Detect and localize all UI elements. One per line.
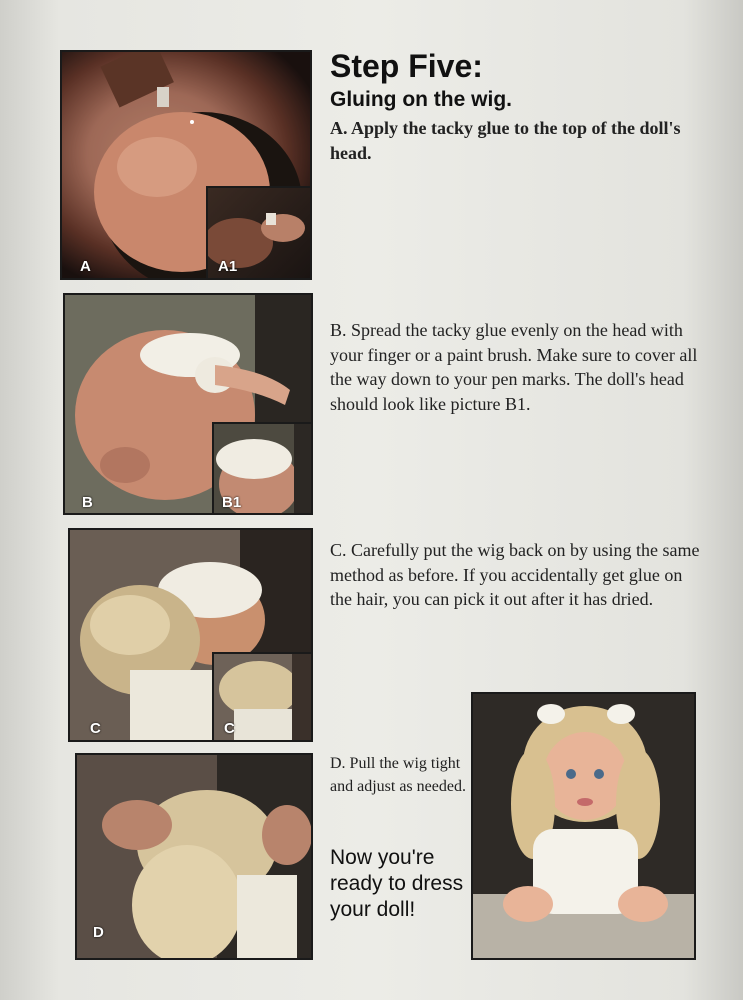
step-b-text: B. Spread the tacky glue evenly on the head with your finger or a paint brush. Make sure to cover all the way down to your pen marks. The doll's head should look like picture B1.: [330, 320, 698, 414]
photo-finished-doll: [471, 692, 696, 960]
photo-c-inset-label: C: [224, 720, 235, 737]
photo-d-illustration: [77, 755, 313, 960]
step-d-text: D. Pull the wig tight and adjust as needed.: [330, 755, 466, 795]
photo-b-label: B: [82, 494, 93, 511]
step-a-text: A. Apply the tacky glue to the top of the doll's head.: [330, 118, 681, 163]
photo-c-label: C: [90, 720, 101, 737]
photo-d-label: D: [93, 924, 104, 941]
photo-a-label: A: [80, 258, 91, 275]
photo-finished-illustration: [473, 694, 696, 960]
page-subtitle: Gluing on the wig.: [330, 88, 512, 111]
photo-b1-label: B1: [222, 494, 242, 511]
step-c-text: C. Carefully put the wig back on by using the same method as before. If you accidentally get glue on the hair, you can pick it out after it has dried.: [330, 540, 700, 609]
photo-a1-label: A1: [218, 258, 238, 275]
closing-text: Now you're ready to dress your doll!: [330, 846, 464, 921]
photo-d: [75, 753, 313, 960]
page-title: Step Five:: [330, 48, 483, 84]
